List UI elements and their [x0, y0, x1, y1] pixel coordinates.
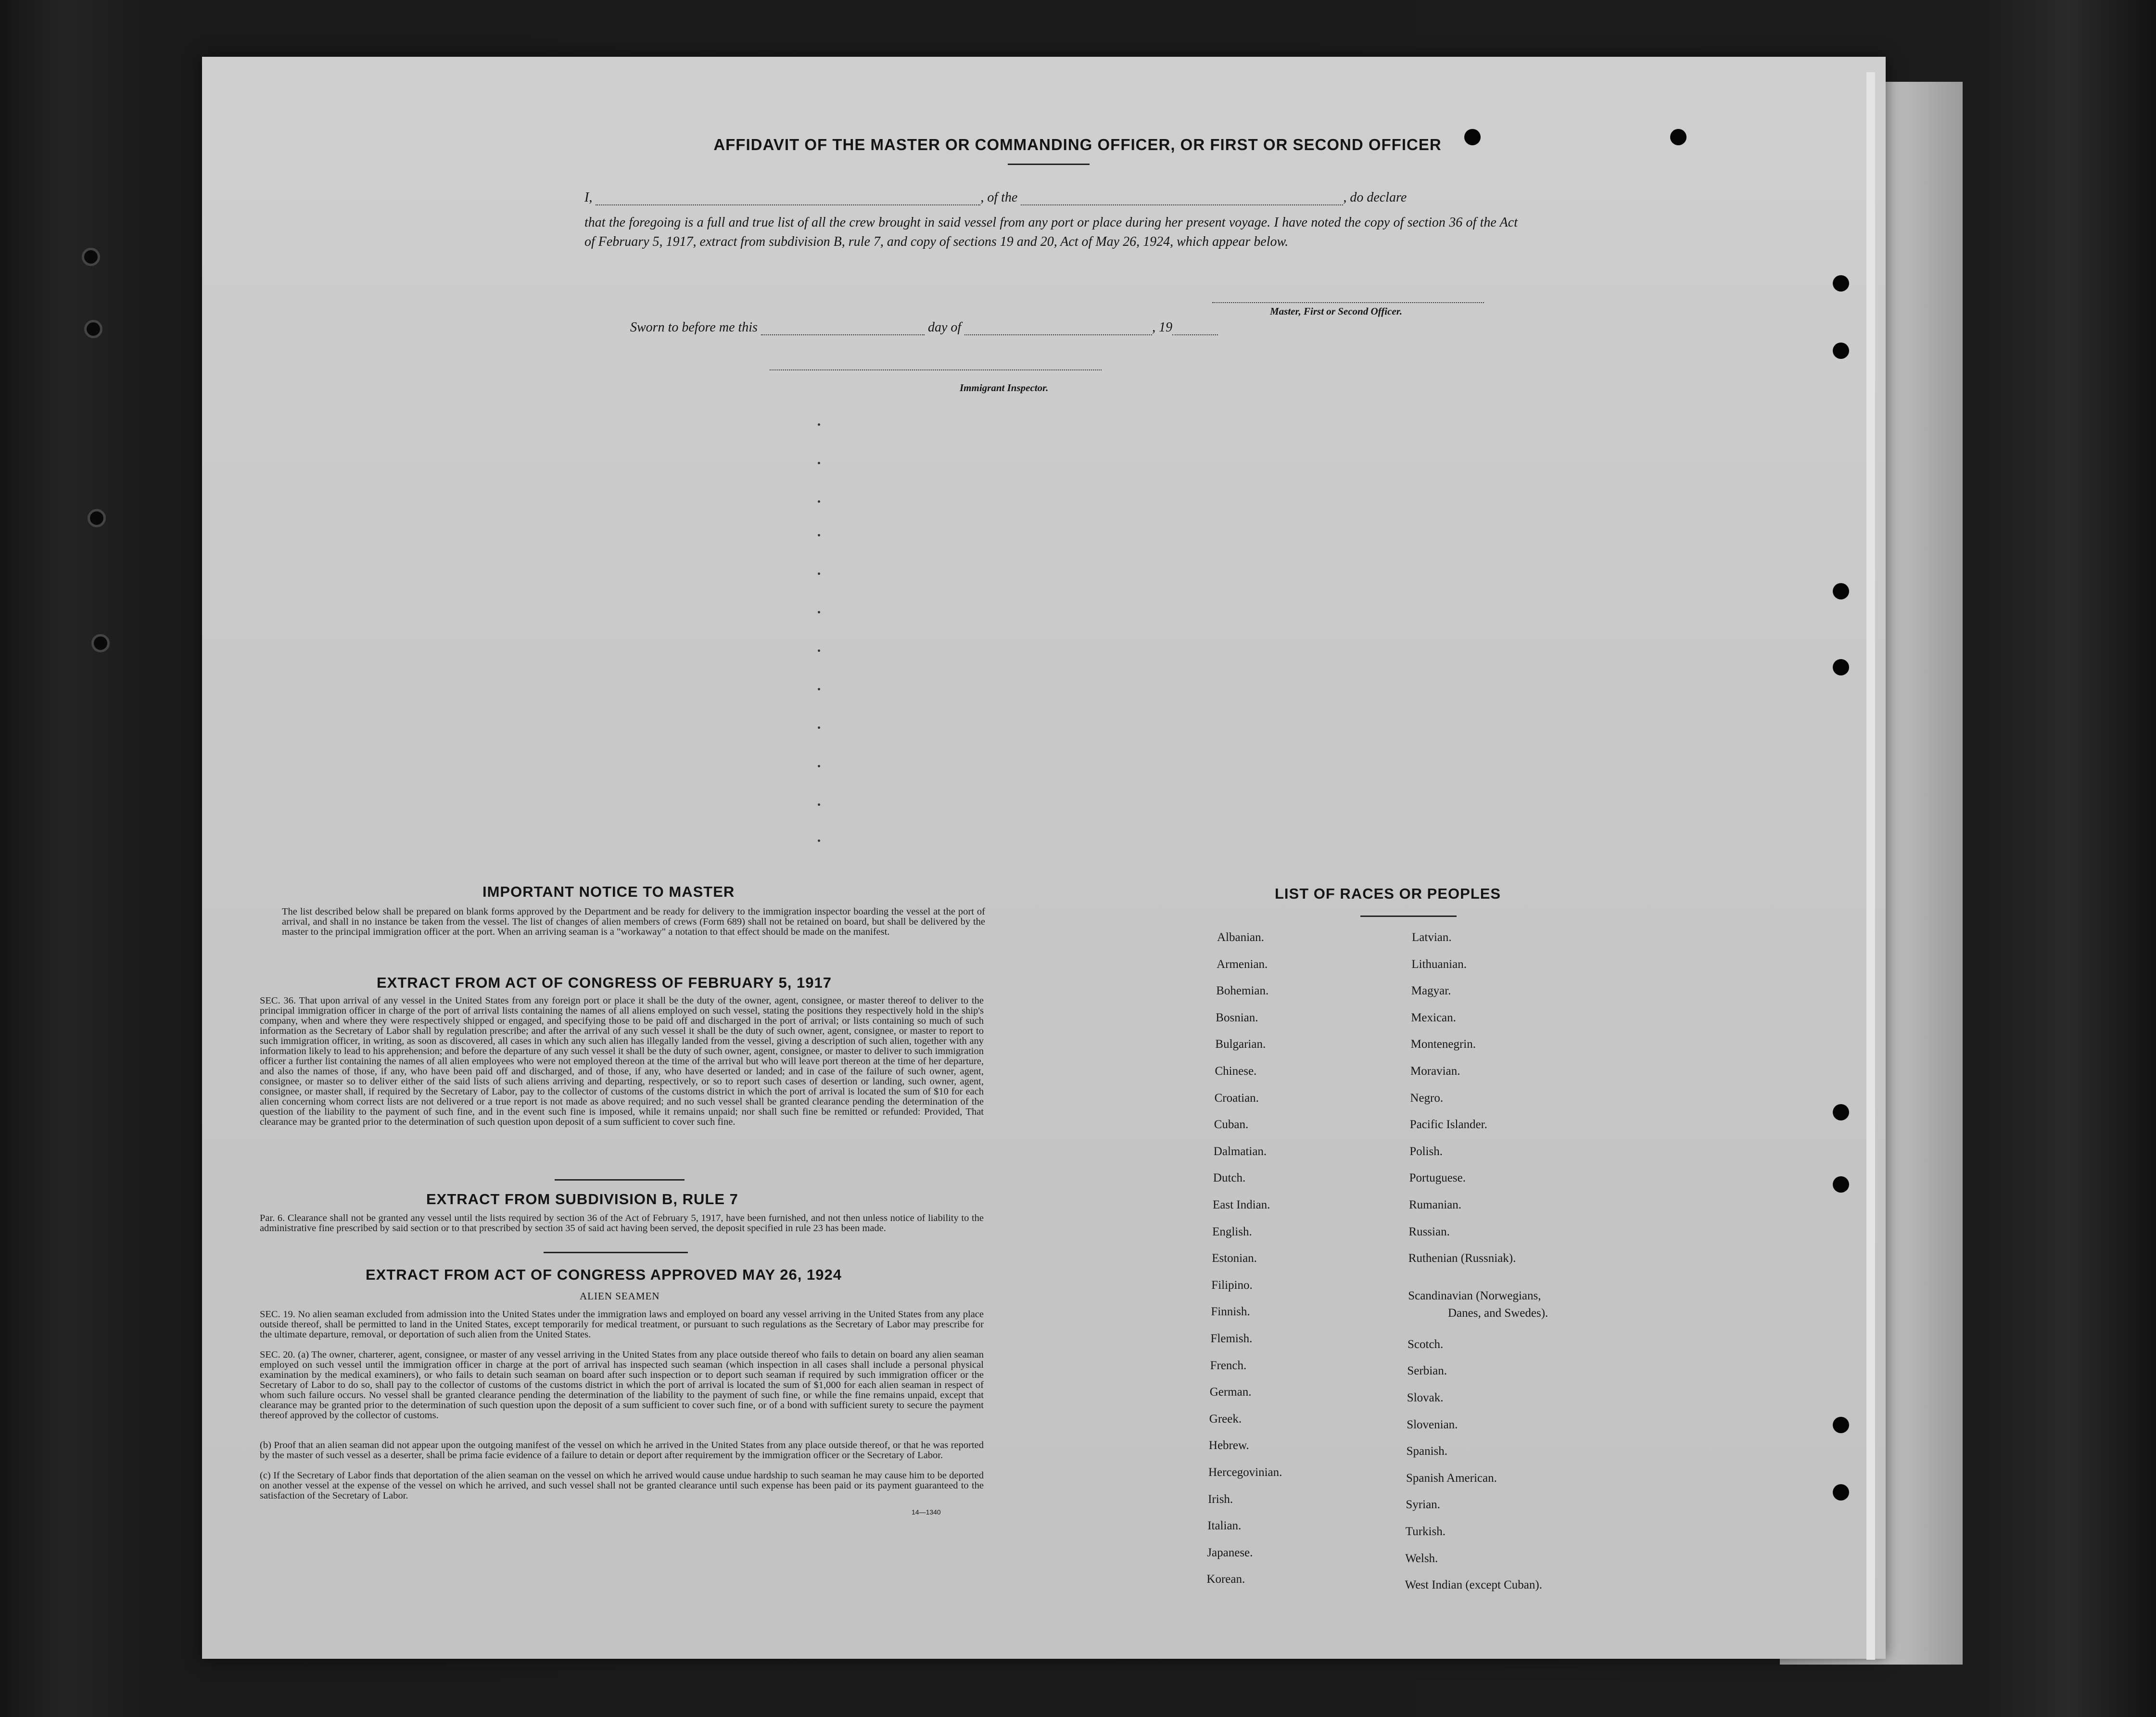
signature-line[interactable] — [1212, 302, 1484, 303]
punch-hole-icon — [1833, 1484, 1849, 1501]
punch-hole-icon — [1833, 659, 1849, 675]
alien-seamen-subtitle: ALIEN SEAMEN — [580, 1290, 660, 1302]
bleed-dot — [818, 726, 820, 729]
races-title: LIST OF RACES OR PEOPLES — [1275, 885, 1501, 902]
bleed-dot — [818, 572, 820, 575]
race-item: Slovenian. — [1407, 1418, 1458, 1431]
sworn-month-field[interactable] — [964, 334, 1152, 335]
bleed-dot — [818, 688, 820, 690]
race-item: Armenian. — [1217, 957, 1268, 971]
bleed-dot — [818, 649, 820, 652]
notice-title: IMPORTANT NOTICE TO MASTER — [482, 883, 735, 900]
race-item: Polish. — [1409, 1145, 1443, 1158]
race-item: Filipino. — [1211, 1278, 1253, 1292]
bleed-dot — [818, 534, 820, 536]
race-item: Chinese. — [1215, 1065, 1257, 1078]
binder-hole-icon — [91, 634, 110, 652]
extract-rule7-title: EXTRACT FROM SUBDIVISION B, RULE 7 — [426, 1191, 738, 1208]
divider — [555, 1179, 685, 1181]
race-item: Serbian. — [1407, 1364, 1447, 1378]
bleed-dot — [818, 765, 820, 767]
race-item: Mexican. — [1411, 1011, 1456, 1024]
binder-hole-icon — [84, 320, 102, 338]
race-item: Albanian. — [1217, 931, 1264, 944]
extract-1917-text: SEC. 36. That upon arrival of any vessel in the United States from any foreign port or place it shall be the duty of the owner, agent, consignee, or master thereof to deliver to the principal immigration officer in charge of the port of arrival lists containing the names of all aliens employed on such vessel, stating the positions they respectively hold in the ship's company, when and where they were respectively shipped or engaged, and specifying those to be paid off and discharged in the port of arrival; or lists containing so much of such information as the Secretary of Labor shall by regulation prescribe; and after the arrival of any such vessel it shall be the duty of such owner, agent, consignee, or master to report to such immigration officer, in writing, as soon as discovered, all cases in which any such alien has illegally landed from the vessel, giving a description of such alien, together with any information likely to lead to his apprehension; and before the departure of any such vessel it shall be the duty of such owner, agent, consignee, or master to deliver to such immigration officer a further list containing the names of all alien employees who were not employed thereon at the time of the arrival but who will leave port thereon at the time of her departure, and also the names of those, if any, who have been paid off and discharged, and of those, if any, who have deserted or landed; and in case of the failure of such owner, agent, consignee, or master so to deliver either of the said lists of such aliens arriving and departing, respectively, or so to report such cases of desertion or landing, such owner, agent, consignee, or master shall, if required by the Secretary of Labor, pay to the collector of customs of the customs district in which the port of arrival is located the sum of $10 for each alien concerning whom correct lists are not delivered or a true report is not made as above required; and no such vessel shall be granted clearance pending the determination of the question of the liability to the payment of such fine, and in the event such fine is imposed, while it remains unpaid; nor shall such fine be remitted or refunded: Provided, That clearance may be granted prior to the determination of such question upon deposit of a sum sufficient to cover such fine. — [260, 995, 984, 1127]
race-item: West Indian (except Cuban). — [1405, 1578, 1542, 1592]
race-item: Latvian. — [1412, 931, 1452, 944]
extract-1924-title: EXTRACT FROM ACT OF CONGRESS APPROVED MAY 26, 1924 — [366, 1266, 842, 1283]
divider — [1008, 164, 1090, 165]
race-item: Estonian. — [1212, 1252, 1257, 1265]
affidavit-title: AFFIDAVIT OF THE MASTER OR COMMANDING OFFICER, OR FIRST OR SECOND OFFICER — [713, 136, 1442, 153]
race-item: Cuban. — [1214, 1118, 1249, 1132]
race-item: Lithuanian. — [1411, 957, 1467, 971]
signature-label: Master, First or Second Officer. — [1270, 305, 1402, 317]
divider — [1360, 916, 1457, 917]
vessel-name-field[interactable] — [1021, 204, 1343, 205]
race-item: French. — [1210, 1359, 1247, 1372]
punch-hole-icon — [1833, 343, 1849, 359]
race-item: Hercegovinian. — [1208, 1466, 1282, 1479]
page-edge — [1866, 72, 1875, 1660]
race-item: Turkish. — [1405, 1525, 1446, 1538]
sworn-year-field[interactable] — [1172, 334, 1218, 335]
bleed-dot — [818, 611, 820, 613]
sworn-label: Sworn to before me this — [630, 320, 758, 335]
race-item: Negro. — [1410, 1091, 1444, 1105]
race-item: East Indian. — [1213, 1198, 1270, 1211]
binder-hole-icon — [82, 248, 100, 266]
race-item: Danes, and Swedes). — [1448, 1306, 1548, 1320]
race-item: Scotch. — [1408, 1337, 1444, 1351]
race-item: Bohemian. — [1216, 984, 1269, 998]
race-item: Ruthenian (Russniak). — [1408, 1252, 1516, 1265]
race-item: Italian. — [1207, 1519, 1242, 1533]
race-item: Finnish. — [1211, 1305, 1250, 1319]
race-item: Portuguese. — [1409, 1171, 1466, 1185]
sec19-text: SEC. 19. No alien seaman excluded from admission into the United States under the immigration laws and employed on board any vessel arriving in the United States from any place outside thereof, shall be permitted to land in the United States, except temporarily for medical treatment, or pursuant to such regulations as the Secretary of Labor may prescribe for the ultimate departure, removal, or deportation of such alien from the United States. — [260, 1309, 984, 1340]
punch-hole-icon — [1833, 275, 1849, 292]
race-item: Syrian. — [1406, 1498, 1440, 1512]
sworn-line — [630, 320, 1304, 335]
sec20c-text: (c) If the Secretary of Labor finds that deportation of the alien seaman on the vessel on which he arrived would cause undue hardship to such seaman he may cause him to be deported on another vessel at the expense of the vessel on which he arrived, and such vessel shall not be granted clearance until such expense has been paid or its payment guaranteed to the satisfaction of the Secretary of Labor. — [260, 1470, 984, 1501]
bleed-dot — [818, 462, 820, 464]
race-item: Moravian. — [1410, 1065, 1460, 1078]
punch-hole-icon — [1833, 1417, 1849, 1433]
declarant-name-field[interactable] — [596, 204, 980, 205]
race-item: Bosnian. — [1216, 1011, 1258, 1024]
bleed-dot — [818, 803, 820, 806]
of-the-label: , of the — [980, 190, 1018, 205]
race-item: Irish. — [1208, 1492, 1233, 1506]
race-item: Bulgarian. — [1215, 1038, 1266, 1051]
race-item: Croatian. — [1214, 1091, 1259, 1105]
inspector-label: Immigrant Inspector. — [960, 382, 1049, 394]
bleed-dot — [818, 839, 820, 842]
race-item: English. — [1212, 1225, 1252, 1238]
divider — [544, 1252, 688, 1253]
race-item: Montenegrin. — [1410, 1038, 1476, 1051]
race-item: Welsh. — [1405, 1552, 1438, 1565]
punch-hole-icon — [1833, 583, 1849, 599]
race-item: Rumanian. — [1409, 1198, 1462, 1211]
year-label: , 19 — [1152, 320, 1173, 335]
extract-1917-title: EXTRACT FROM ACT OF CONGRESS OF FEBRUARY 5, 1917 — [377, 974, 832, 991]
punch-hole-icon — [1833, 1176, 1849, 1193]
race-item: Pacific Islander. — [1409, 1118, 1487, 1132]
affidavit-body: that the foregoing is a full and true list of all the crew brought in said vessel from any port or place during her present voyage. I have noted the copy of section 36 of the Act of February 5, 1917, extract from subdivision B, rule 7, and copy of sections 19 and 20, Act of May 26, 1924, which appear below. — [584, 215, 1518, 249]
punch-hole-icon — [1670, 129, 1687, 145]
race-item: Scandinavian (Norwegians, — [1408, 1289, 1541, 1302]
race-item: Japanese. — [1207, 1546, 1253, 1559]
race-item: Russian. — [1408, 1225, 1450, 1238]
binder-hole-icon — [88, 509, 106, 527]
bleed-dot — [818, 500, 820, 503]
punch-hole-icon — [1833, 1104, 1849, 1120]
race-item: Hebrew. — [1208, 1439, 1249, 1452]
sec20a-text: SEC. 20. (a) The owner, charterer, agent, consignee, or master of any vessel arriving in the United States from any place outside thereof who fails to detain on board any alien seaman employed on such vessel until the immigration officer in charge at the port of arrival has inspected such seaman (which inspection in all cases shall include a personal physical examination by the medical examiners), or who fails to detain such seaman on board after such inspection or to deport such seaman if required by such immigration officer or the Secretary of Labor to do so, shall pay to the collector of customs of the customs district in which the port of arrival is located the sum of $1,000 for each alien seaman in respect of whom such failure occurs. No vessel shall be granted clearance pending the determination of the liability to the payment of such fine, or while the fine remains unpaid, except that clearance may be granted prior to the determination of such question upon the deposit of a sum sufficient to cover such fine, or of a bond with sufficient surety to secure the payment thereof approved by the collector of customs. — [260, 1349, 984, 1421]
race-item: German. — [1209, 1386, 1252, 1399]
do-declare-label: , do declare — [1343, 190, 1407, 205]
sec20b-text: (b) Proof that an alien seaman did not appear upon the outgoing manifest of the vessel on which he arrived in the United States from any place outside thereof, or that he was reported by the master of such vessel as a deserter, shall be prima facie evidence of a failure to detain or deport after requirement by the immigration officer or the Secretary of Labor. — [260, 1440, 984, 1461]
race-item: Dutch. — [1213, 1171, 1246, 1185]
race-item: Korean. — [1206, 1573, 1245, 1586]
race-item: Greek. — [1209, 1412, 1242, 1425]
punch-hole-icon — [1464, 129, 1481, 145]
inspector-signature-line[interactable] — [770, 369, 1102, 370]
declarant-line — [584, 190, 1518, 205]
race-item: Magyar. — [1411, 984, 1451, 998]
race-item: Flemish. — [1210, 1332, 1253, 1345]
notice-text: The list described below shall be prepared on blank forms approved by the Department and be ready for delivery to the immigration inspector boarding the vessel at the port of arrival, and shall in no instance be taken from the vessel. The list of changes of alien members of crews (Form 689) shall not be retained on board, but shall be delivered by the master to the principal immigration officer at the port. When an arriving seaman is a "workaway" a notation to that effect should be made on the manifest. — [282, 906, 985, 937]
sworn-day-field[interactable] — [761, 334, 925, 335]
bleed-dot — [818, 423, 820, 426]
day-of-label: day of — [927, 320, 962, 335]
form-number: 14—1340 — [912, 1508, 941, 1516]
race-item: Dalmatian. — [1213, 1145, 1267, 1158]
i-label: I, — [584, 190, 593, 205]
race-item: Spanish. — [1406, 1445, 1448, 1458]
race-item: Spanish American. — [1406, 1471, 1497, 1485]
race-item: Slovak. — [1407, 1391, 1444, 1404]
extract-rule7-text: Par. 6. Clearance shall not be granted any vessel until the lists required by section 36 of the Act of February 5, 1917, have been furnished, and not then unless notice of liability to the administrative fine prescribed by said section or to that prescribed by section 35 of said act having been served, the deposit specified in rule 23 has been made. — [260, 1213, 984, 1234]
